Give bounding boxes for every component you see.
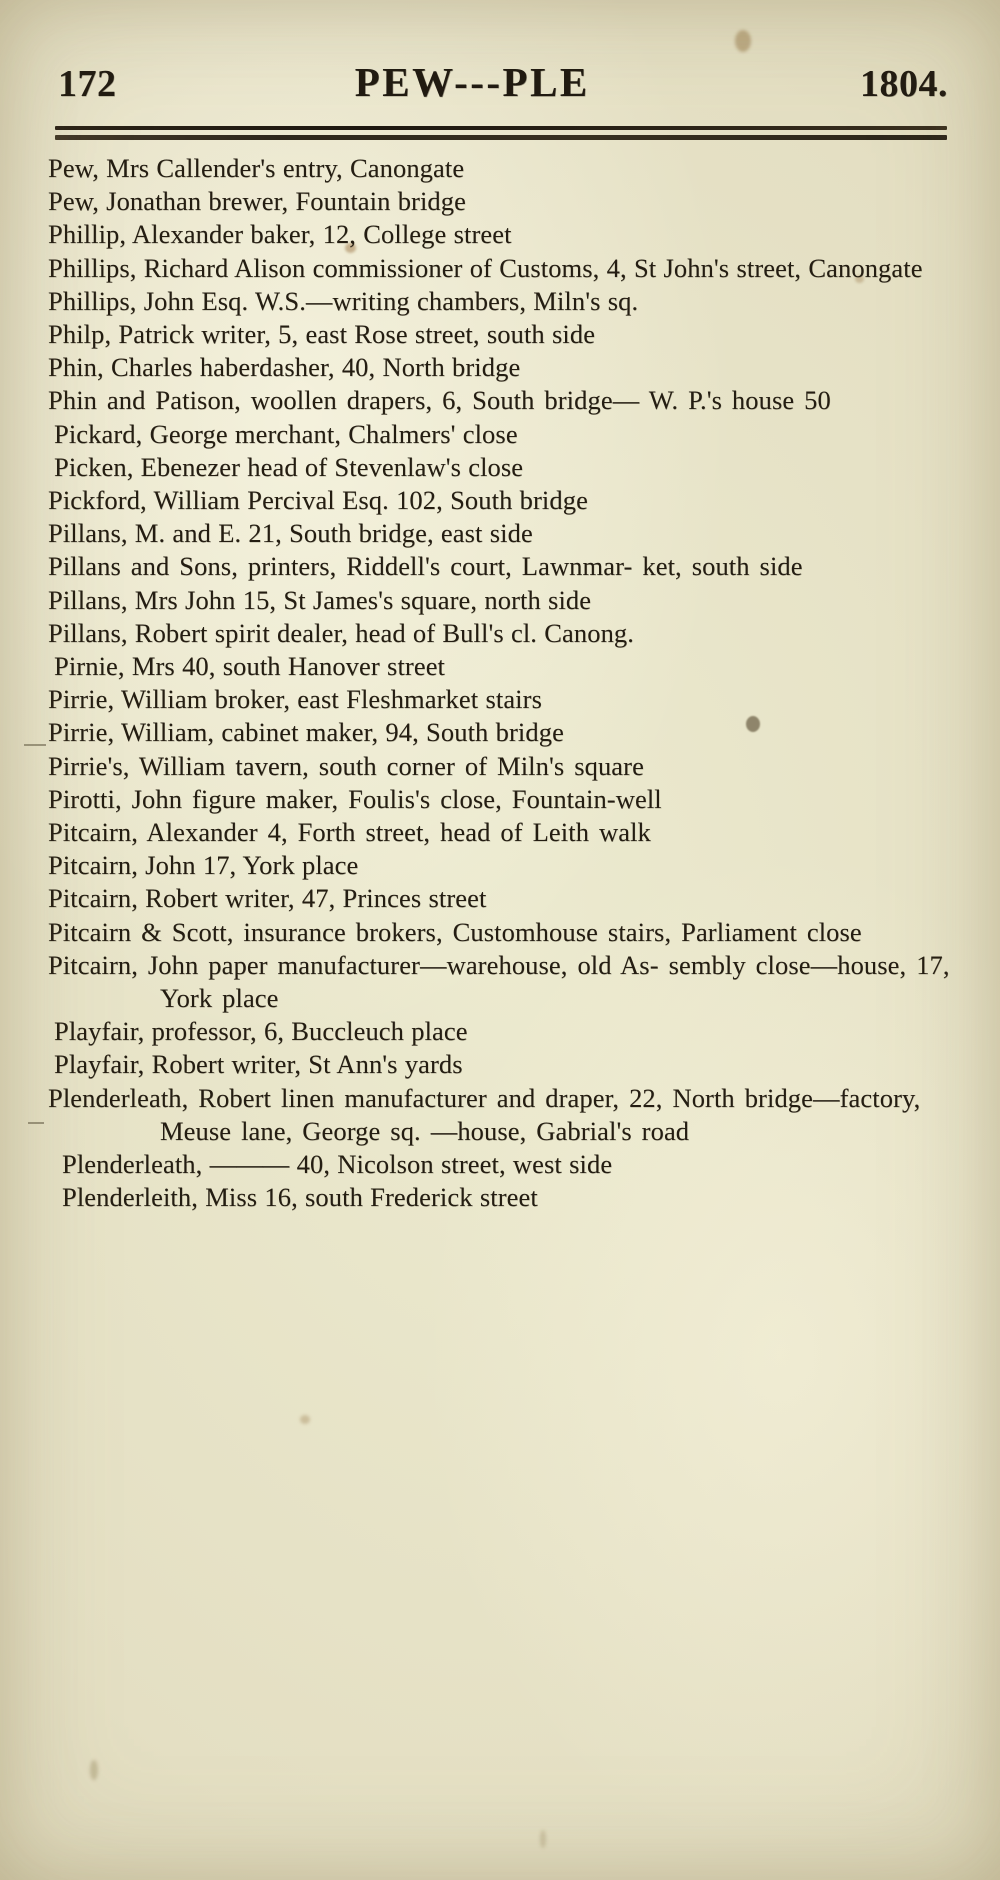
directory-entry xyxy=(48,152,958,185)
entry-line-primary: Phillips, Richard Alison commissioner of Customs, 4, xyxy=(48,252,627,283)
entry-line-continuation: W. P.'s house 50 xyxy=(648,385,831,416)
directory-entry xyxy=(48,218,958,251)
entry-line-continuation: Parliament close xyxy=(681,916,862,947)
directory-entry xyxy=(48,916,958,949)
entry-line-continuation: North bridge—factory, Meuse lane, George sq. xyxy=(160,1082,921,1146)
entry-line-primary: Phillip, Alexander baker, 12, College street xyxy=(48,219,512,250)
directory-entry xyxy=(62,1181,958,1214)
directory-entry xyxy=(48,318,958,351)
directory-entry xyxy=(54,451,958,484)
paper-stain xyxy=(300,1415,310,1424)
directory-entry xyxy=(48,849,958,882)
entry-line-primary: Pirrie's, William tavern, south corner of Miln's square xyxy=(48,750,644,781)
rule-line-top xyxy=(55,126,947,130)
entry-line-primary: Pillans, Mrs John 15, St James's square, north side xyxy=(48,584,592,615)
entry-line-primary: Pillans, M. and E. 21, South bridge, east side xyxy=(48,518,533,549)
rule-line-bottom xyxy=(55,135,947,140)
paper-stain xyxy=(90,1760,98,1780)
directory-entry xyxy=(48,550,958,583)
entry-line-primary: Playfair, professor, 6, Buccleuch place xyxy=(54,1016,468,1047)
directory-entry xyxy=(48,783,958,816)
entry-line-primary: Plenderleath, ——— 40, Nicolson street, west side xyxy=(62,1149,613,1180)
directory-entry xyxy=(48,683,958,716)
directory-entry xyxy=(54,1048,958,1081)
entry-line-primary: Plenderleath, Robert linen manufacturer and draper, 22, xyxy=(48,1082,663,1113)
entry-line-primary: Playfair, Robert writer, St Ann's yards xyxy=(54,1049,463,1080)
page-year: 1804. xyxy=(859,63,948,105)
entry-line-primary: Pickford, William Percival Esq. 102, South bridge xyxy=(48,485,588,516)
directory-entry xyxy=(62,1148,958,1181)
directory-entry xyxy=(48,617,958,650)
directory-entry xyxy=(48,285,958,318)
entry-line-continuation: —house, Gabrial's road xyxy=(430,1115,690,1146)
margin-mark xyxy=(28,1122,44,1124)
directory-entry xyxy=(48,252,958,285)
entry-line-primary: Pitcairn, John paper manufacturer—warehouse, old As- xyxy=(48,949,659,980)
running-head xyxy=(58,58,948,114)
entry-line-primary: Pirnie, Mrs 40, south Hanover street xyxy=(54,651,446,682)
directory-entry xyxy=(48,484,958,517)
directory-entry xyxy=(48,517,958,550)
entry-line-primary: Pew, Mrs Callender's entry, Canongate xyxy=(48,153,465,183)
paper-stain xyxy=(540,1830,546,1848)
entry-line-primary: Phin, Charles haberdasher, 40, North bridge xyxy=(48,352,521,383)
page-number: 172 xyxy=(58,63,117,105)
directory-entry xyxy=(48,1082,958,1148)
entry-line-primary: Philp, Patrick writer, 5, east Rose street, south side xyxy=(48,319,596,350)
entry-line-primary: Pitcairn, John 17, York place xyxy=(48,850,359,881)
directory-entry xyxy=(54,650,958,683)
entry-line-primary: Pickard, George merchant, Chalmers' close xyxy=(54,418,518,449)
page-title: PEW---PLE xyxy=(354,59,590,105)
directory-entry xyxy=(48,882,958,915)
entry-line-continuation: St John's street, Canongate xyxy=(633,252,923,283)
entry-line-primary: Pillans, Robert spirit dealer, head of Bull's cl. Canong. xyxy=(48,617,635,648)
entry-line-primary: Pillans and Sons, printers, Riddell's court, Lawnmar- xyxy=(48,551,633,582)
entry-line-primary: Pitcairn, Robert writer, 47, Princes street xyxy=(48,883,487,914)
directory-entry xyxy=(48,750,958,783)
directory-entry xyxy=(48,716,958,749)
entry-line-primary: Phin and Patison, woollen drapers, 6, South bridge— xyxy=(48,385,640,416)
directory-entry xyxy=(48,949,958,1015)
entry-line-primary: Pew, Jonathan brewer, Fountain bridge xyxy=(48,186,466,217)
entry-line-primary: Pirrie, William broker, east Fleshmarket stairs xyxy=(48,684,542,715)
entry-line-primary: Pirrie, William, cabinet maker, 94, South bridge xyxy=(48,717,564,748)
directory-entry xyxy=(54,1015,958,1048)
entry-line-primary: Plenderleith, Miss 16, south Frederick street xyxy=(62,1182,538,1213)
directory-entry-list xyxy=(48,152,958,1215)
directory-entry xyxy=(48,185,958,218)
directory-entry xyxy=(54,418,958,451)
entry-line-primary: Pitcairn & Scott, insurance brokers, Customhouse stairs, xyxy=(48,916,672,947)
directory-entry xyxy=(48,351,958,384)
paper-stain xyxy=(735,30,751,52)
entry-line-primary: Picken, Ebenezer head of Stevenlaw's close xyxy=(54,451,524,482)
header-rule xyxy=(55,126,947,140)
entry-line-primary: Pirotti, John figure maker, Foulis's close, Fountain-well xyxy=(48,783,662,814)
margin-mark xyxy=(24,744,46,746)
entry-line-continuation: sembly close—house, 17, York place xyxy=(160,949,950,1014)
directory-entry xyxy=(48,384,958,417)
directory-entry xyxy=(48,816,958,849)
entry-line-primary: Phillips, John Esq. W.S.—writing chambers, Miln's sq. xyxy=(48,285,639,316)
directory-entry xyxy=(48,584,958,617)
entry-line-primary: Pitcairn, Alexander 4, Forth street, head of Leith walk xyxy=(48,817,651,848)
entry-line-continuation: ket, south side xyxy=(642,551,803,582)
